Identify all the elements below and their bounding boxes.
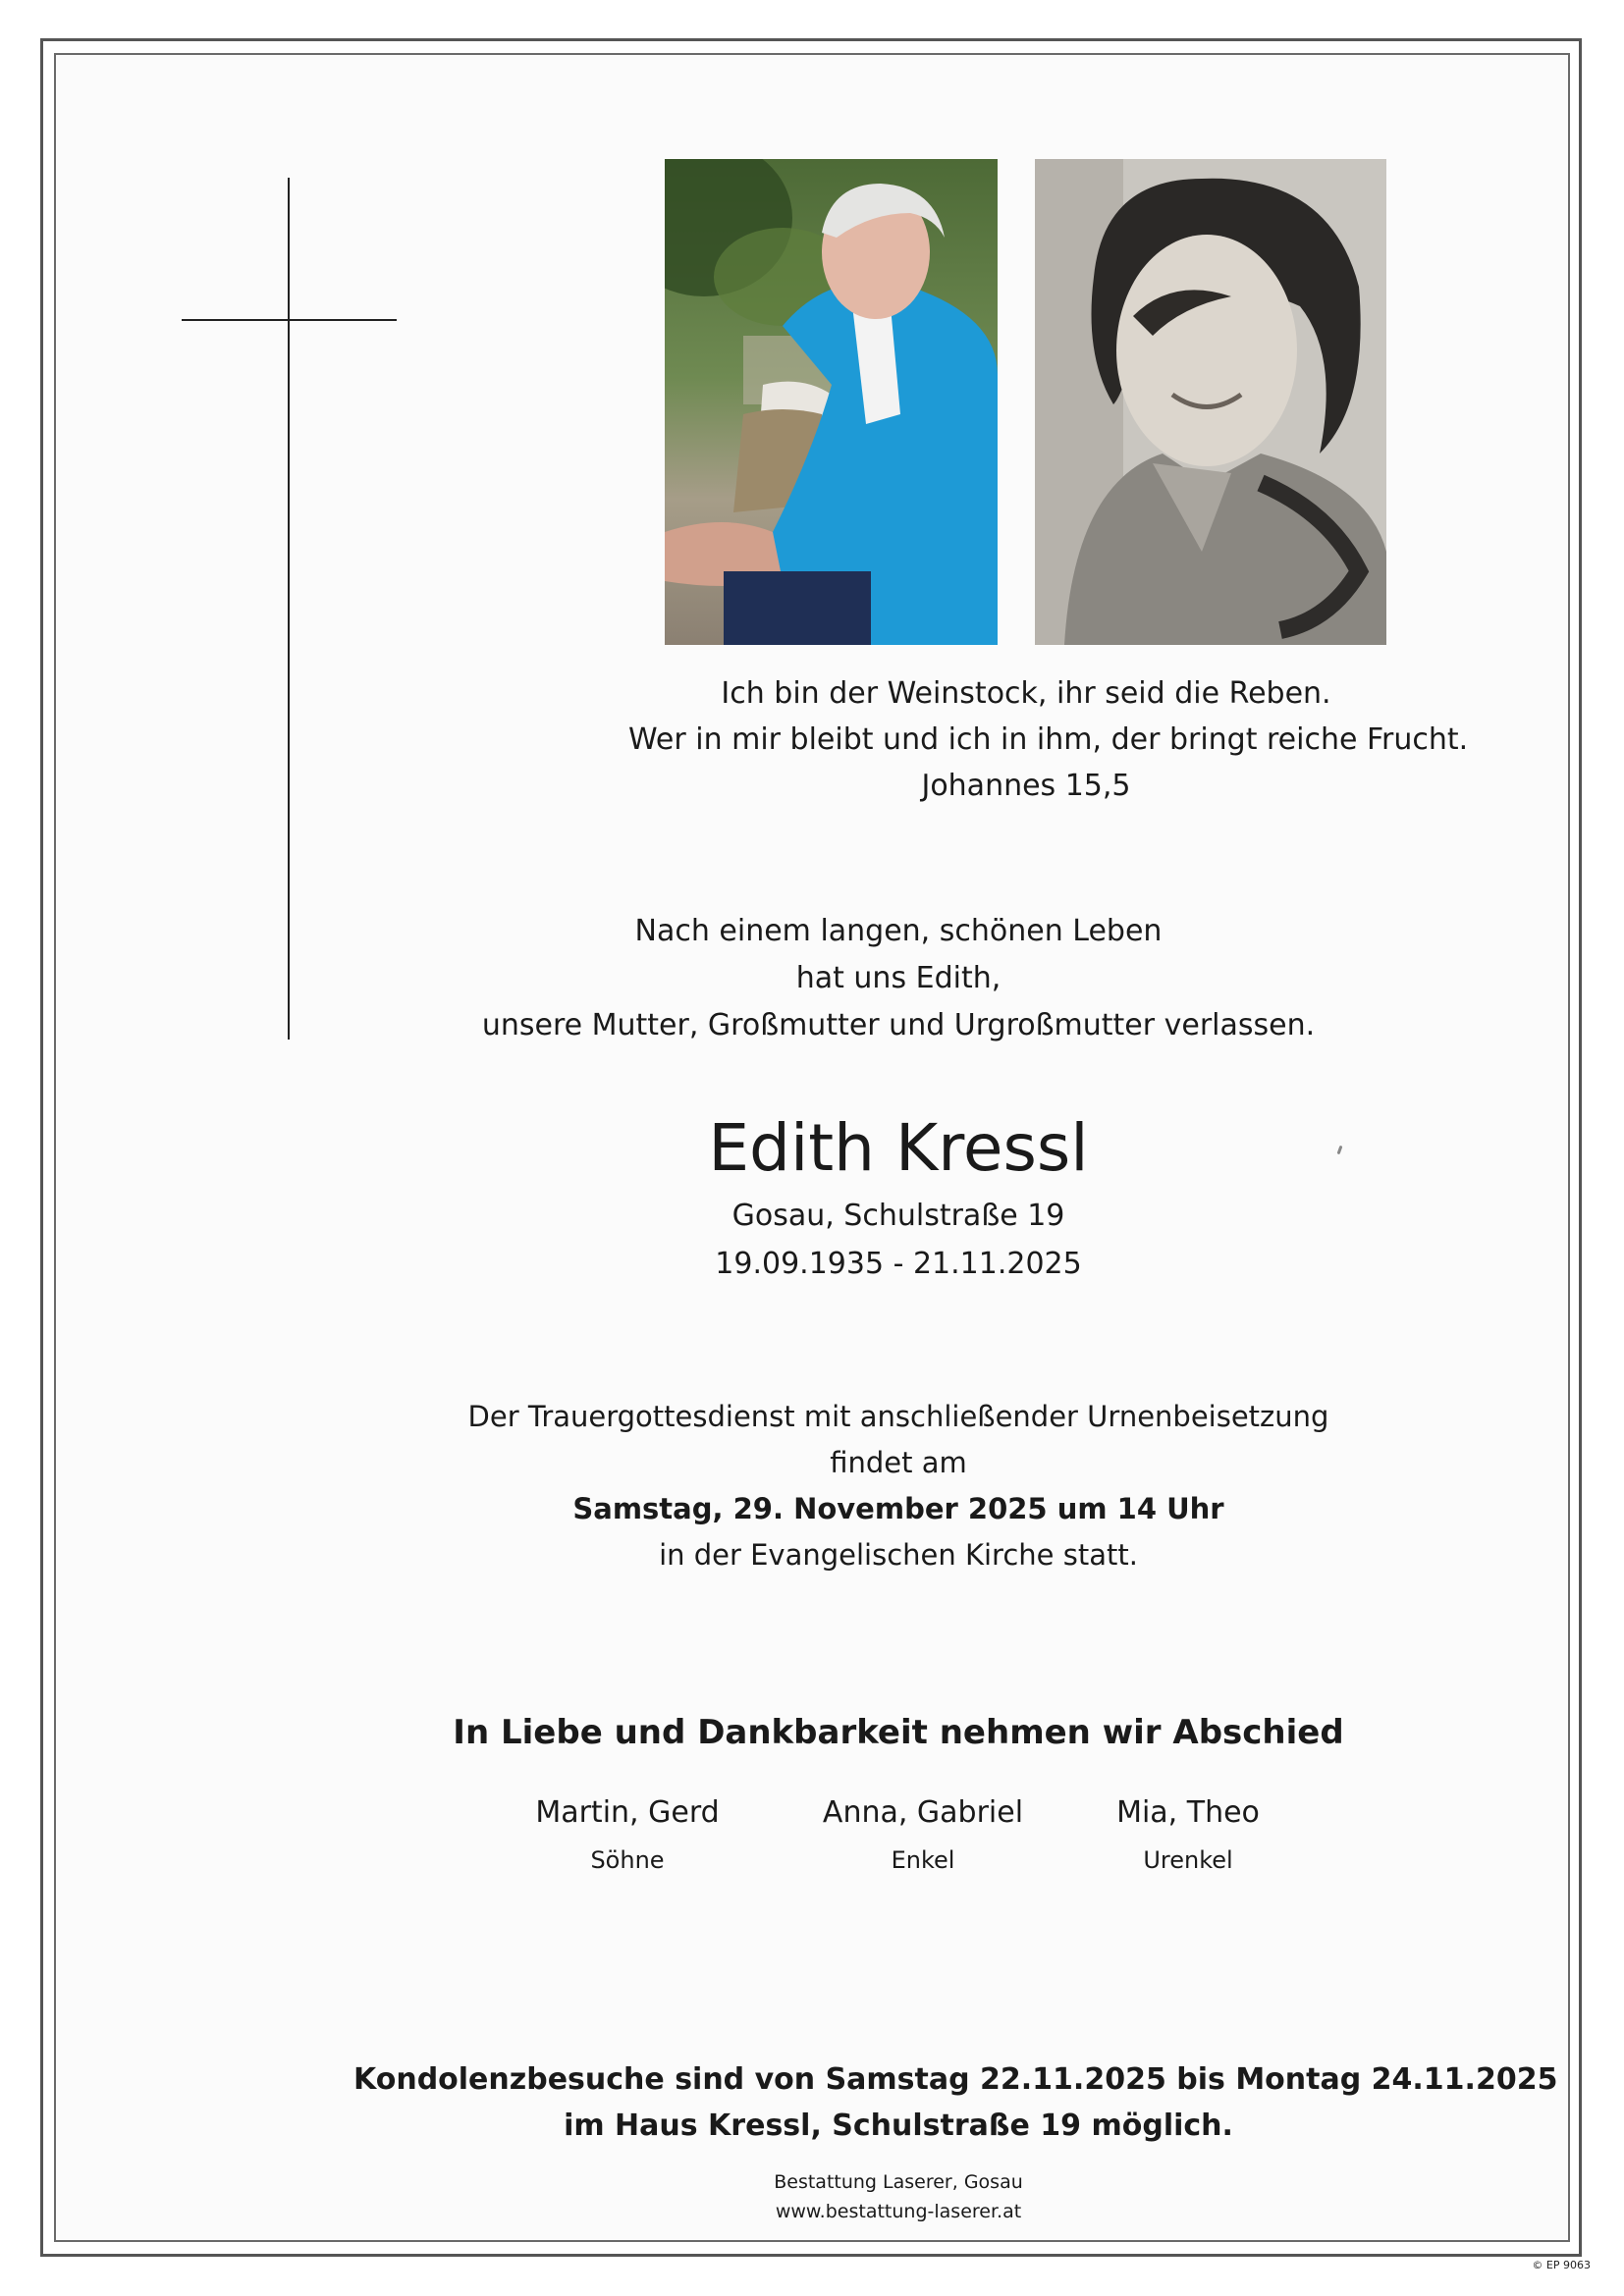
service-announcement (452, 1394, 1345, 1578)
intro-line-3: unsere Mutter, Großmutter und Urgroßmutter verlassen. (481, 1008, 1316, 1042)
condolence-line-1: Kondolenzbesuche sind von Samstag 22.11.2025 bis Montag 24.11.2025 (353, 2062, 1558, 2097)
bible-verse (628, 670, 1469, 809)
condolence-line-2: im Haus Kressl, Schulstraße 19 möglich. (564, 2109, 1233, 2143)
copyright-notice: © EP 9063 (1532, 2259, 1591, 2271)
undertaker-info (648, 2167, 1149, 2226)
service-date-time: Samstag, 29. November 2025 um 14 Uhr (572, 1492, 1224, 1525)
verse-reference: Johannes 15,5 (921, 769, 1131, 803)
portrait-photo-elderly (665, 159, 998, 645)
service-line-4: in der Evangelischen Kirche statt. (659, 1538, 1138, 1572)
service-line-2: findet am (830, 1446, 967, 1479)
intro-line-1: Nach einem langen, schönen Leben (634, 914, 1163, 948)
life-dates: 19.09.1935 - 21.11.2025 (715, 1247, 1082, 1281)
family-names: Anna, Gabriel (822, 1795, 1024, 1830)
family-relation: Enkel (891, 1846, 955, 1874)
verse-line-2: Wer in mir bleibt und ich in ihm, der bringt reiche Frucht. (628, 722, 1469, 757)
condolence-info (353, 2056, 1558, 2149)
farewell-heading: In Liebe und Dankbarkeit nehmen wir Abschied (453, 1713, 1344, 1752)
intro-line-2: hat uns Edith, (795, 961, 1001, 995)
family-group-grandchildren (776, 1791, 1070, 1880)
undertaker-name: Bestattung Laserer, Gosau (774, 2171, 1023, 2193)
intro-text (452, 908, 1345, 1049)
service-line-1: Der Trauergottesdienst mit anschließender Urnenbeisetzung (467, 1400, 1329, 1433)
family-relation: Söhne (590, 1846, 665, 1874)
deceased-address: Gosau, Schulstraße 19 (731, 1199, 1065, 1233)
portrait-photo-young (1035, 159, 1386, 645)
deceased-name: Edith Kressl (708, 1110, 1089, 1186)
family-group-sons (480, 1791, 775, 1880)
family-names: Mia, Theo (1116, 1795, 1260, 1830)
family-names: Martin, Gerd (535, 1795, 720, 1830)
family-relation: Urenkel (1143, 1846, 1233, 1874)
undertaker-website: www.bestattung-laserer.at (775, 2201, 1022, 2222)
verse-line-1: Ich bin der Weinstock, ihr seid die Reben. (721, 676, 1331, 711)
family-group-great-grandchildren (1041, 1791, 1335, 1880)
